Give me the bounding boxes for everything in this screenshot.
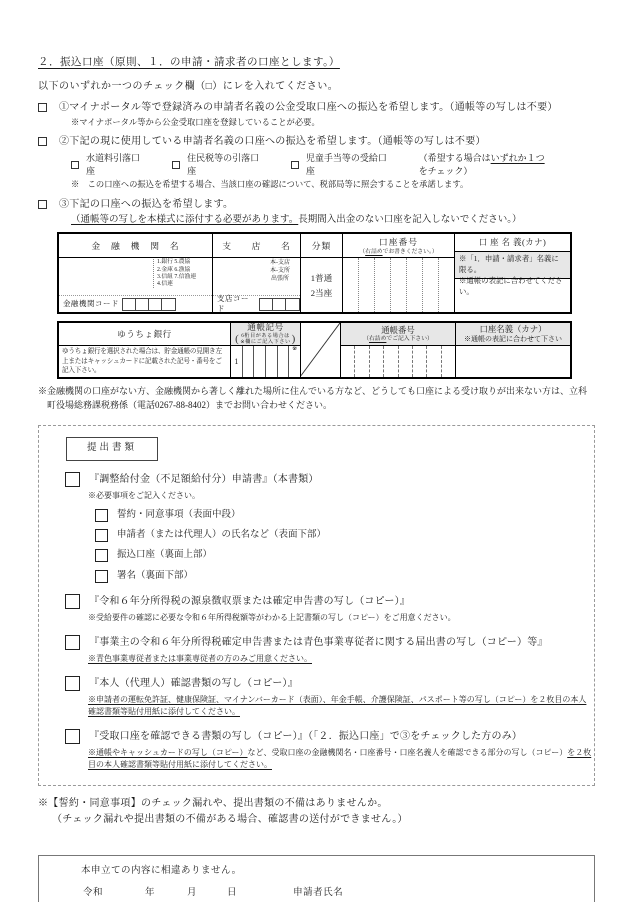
document-1-note: ※必要事項をご記入ください。 xyxy=(88,490,200,500)
applicant-name-label[interactable]: 申請者氏名 xyxy=(293,888,344,899)
contact-note: ※金融機関の口座がない方、金融機関から著しく離れた場所に住んでいる方など、どうしても口座による受け取りが出来ない方は、立科 町役場総務課税務係（電話0267-88-8402）までお問い合わせください。 xyxy=(38,386,588,410)
water-account-label: 水道料引落口座 xyxy=(86,153,141,176)
declaration-date-row xyxy=(81,887,594,900)
passbook-symbol-cells[interactable] xyxy=(231,346,300,377)
document-5-note: ※通帳やキャッシュカードの写し（コピー）など、受取口座の金融機関名・口座番号・口座名義人を確認できる部分の写し（コピー）を２枚目の本人確認書類等貼付用紙に添付してください。 xyxy=(88,747,592,769)
tax-account-label: 住民税等の引落口座 xyxy=(187,153,260,176)
yucho-bank-name: ゆうちょ銀行 xyxy=(59,323,230,346)
document-5-title: 『受取口座を確認できる書類の写し（コピー）』（「２．振込口座」で③をチェックした方のみ） xyxy=(89,730,523,742)
document-4-note: ※申請者の運転免許証、健康保険証、マイナンバーカード（表面）、年金手帳、介護保険証、パスポート等の写し（コピー）を２枚目の本人確認書類等貼付用紙に添付してください。 xyxy=(88,694,587,716)
class-header: 分類 xyxy=(301,234,342,258)
documents-box-label: 提出書類 xyxy=(66,437,158,460)
day-label[interactable]: 日 xyxy=(227,888,238,899)
applicant-name-checkbox[interactable] xyxy=(95,529,108,542)
class-options[interactable]: 1普通 2当座 xyxy=(310,272,333,298)
document-3-note: ※青色事業専従者または事業専従者の方のみご用意ください。 xyxy=(88,653,312,663)
branch-code-row xyxy=(213,295,300,312)
yucho-help-text: ゆうちょ銀行を選択された場合は、貯金通帳の見開き左上またはキャッシュカードに記載された記号・番号をご記入下さい。 xyxy=(62,348,222,375)
account-number-column xyxy=(343,234,455,312)
pledge-checkbox[interactable] xyxy=(95,509,108,522)
holder-header: 口 座 名 義(カナ) xyxy=(478,238,547,247)
option-3-checkbox[interactable] xyxy=(38,200,47,209)
child-allowance-account-label: 児童手当等の受給口座 xyxy=(305,153,387,176)
institution-code-label: 金融機関コード xyxy=(63,299,119,309)
option-1-label: ①マイナポータル等で登録済みの申請者名義の公金受取口座への振込を希望します。（通帳等の写しは不要） xyxy=(59,101,558,113)
symbol-extra-cell: ※ xyxy=(292,346,298,353)
option-1-checkbox[interactable] xyxy=(38,103,47,112)
passbook-symbol-cells-wrap xyxy=(231,346,300,377)
document-item-5 xyxy=(65,729,580,744)
institution-code-cells[interactable] xyxy=(122,298,176,311)
document-1-sub-2: 申請者（または代理人）の氏名など（表面下部） xyxy=(95,529,580,542)
class-column xyxy=(301,234,343,312)
option-2-note: ※ この口座への振込を希望する場合、当該口座の確認について、税部局等に照会することを承諾します。 xyxy=(71,180,469,190)
declaration-box xyxy=(38,855,595,902)
account-number-header: 口座番号 （右詰めでお書きください。） xyxy=(343,234,454,258)
option-3-row xyxy=(38,198,596,212)
document-1-sub-4: 署名（裏面下部） xyxy=(95,570,580,583)
document-item-3 xyxy=(65,635,580,650)
year-label[interactable]: 年 xyxy=(145,888,156,899)
document-item-2 xyxy=(65,594,580,609)
declaration-statement: 本申立ての内容に相違ありません。 xyxy=(81,865,242,876)
yucho-holder-header: 口座名義（カナ） ※通帳の表記に合わせて下さい xyxy=(456,323,570,346)
yucho-name-column xyxy=(59,323,231,377)
institution-code-row xyxy=(59,295,212,312)
yucho-holder-input-area[interactable] xyxy=(456,346,570,377)
option-2-checkbox[interactable] xyxy=(38,137,47,146)
passbook-number-column xyxy=(341,323,456,377)
document-2-checkbox[interactable] xyxy=(65,594,80,609)
option-2-label: ②下記の現に使用している申請者名義の口座への振込を希望します。（通帳等の写しは不要） xyxy=(59,136,486,148)
passbook-symbol-header: 通帳記号 ( 6桁目がある場合は ※欄にご記入下さい ) xyxy=(231,323,300,346)
document-1-checkbox[interactable] xyxy=(65,472,80,487)
month-label[interactable]: 月 xyxy=(187,888,198,899)
branch-type-legend: 本-支店 本-支所 出張所 xyxy=(270,260,290,282)
document-item-1 xyxy=(65,472,580,487)
tax-account-checkbox[interactable] xyxy=(172,161,180,169)
institution-body[interactable] xyxy=(59,258,212,312)
branch-header: 支 店 名 xyxy=(213,234,300,258)
symbol-cell-1: 1 xyxy=(231,346,243,377)
option-2-sub-options xyxy=(71,152,596,177)
yucho-holder-column xyxy=(456,323,570,377)
document-item-4 xyxy=(65,676,580,691)
institution-type-legend: 1.銀行 5.農協 2.金庫 6.漁協 3.信組 7.信漁連 4.信連 xyxy=(153,259,209,288)
branch-column xyxy=(213,234,301,312)
transfer-account-checkbox[interactable] xyxy=(95,549,108,562)
holder-note: ※「1．申請・請求者」名義に限る。 ※通帳の表記に合わせてください。 xyxy=(455,251,570,279)
document-4-checkbox[interactable] xyxy=(65,676,80,691)
document-1-sub-3: 振込口座（裏面上部） xyxy=(95,549,580,562)
document-2-title: 『令和６年分所得税の源泉徴収票または確定申告書の写し（コピー）』 xyxy=(89,595,410,607)
sub-option-note: （希望する場合はいずれか１つをチェック） xyxy=(418,153,545,176)
diagonal-cell xyxy=(301,323,341,377)
era-label: 令和 xyxy=(83,888,104,899)
branch-code-label: 支店コード xyxy=(217,293,249,314)
document-3-checkbox[interactable] xyxy=(65,635,80,650)
document-3-title: 『事業主の令和６年分所得税確定申告書または青色事業専従者に関する届出書の写し（コピー）等』 xyxy=(89,636,548,648)
option-2-row xyxy=(38,135,596,149)
documents-box xyxy=(38,425,595,785)
instruction-text: 以下のいずれか一つのチェック欄（□）にレを入れてください。 xyxy=(38,80,339,92)
diagonal-line-icon xyxy=(301,323,340,376)
document-4-title: 『本人（代理人）確認書類の写し（コピー）』 xyxy=(89,677,298,689)
child-allowance-account-checkbox[interactable] xyxy=(291,161,299,169)
document-1-sub-1: 誓約・同意事項（表面中段） xyxy=(95,509,580,522)
option-3-note: （通帳等の写しを本様式に添付する必要があります。長期間入出金のない口座を記入しないでください。） xyxy=(71,215,522,226)
passbook-number-header: 通帳番号 （右詰めでご記入下さい） xyxy=(341,323,455,346)
yucho-table xyxy=(57,321,572,379)
document-1-title: 『調整給付金（不足額給付分）申請書』（本書類） xyxy=(89,473,319,485)
account-number-cells[interactable] xyxy=(343,258,454,312)
warning-note: ※【誓約・同意事項】のチェック漏れや、提出書類の不備はありませんか。 （チェック漏れや提出書類の不備がある場合、確認書の送付ができません。） xyxy=(38,797,408,825)
document-2-note: ※受給要件の確認に必要な令和６年所得税額等がわかる上記書類の写し（コピー）をご用意ください。 xyxy=(88,612,456,622)
passbook-number-cells[interactable] xyxy=(341,346,455,377)
branch-body[interactable] xyxy=(213,258,300,312)
passbook-symbol-column xyxy=(231,323,301,377)
institution-header: 金 融 機 関 名 xyxy=(59,234,212,258)
bank-account-table xyxy=(57,232,572,314)
water-account-checkbox[interactable] xyxy=(71,161,79,169)
option-3-label: ③下記の口座への振込を希望します。 xyxy=(59,199,234,211)
passbook-number-cells-wrap xyxy=(341,346,455,377)
holder-column xyxy=(455,234,570,312)
institution-column xyxy=(59,234,213,312)
document-5-checkbox[interactable] xyxy=(65,729,80,744)
option-1-note: ※マイナポータル等から公金受取口座を登録していることが必要。 xyxy=(71,117,320,127)
signature-checkbox[interactable] xyxy=(95,570,108,583)
option-1-row xyxy=(38,101,596,115)
branch-code-cells[interactable] xyxy=(259,298,300,311)
section-title: ２．振込口座（原則、１．の申請・請求者の口座とします。） xyxy=(38,57,340,68)
